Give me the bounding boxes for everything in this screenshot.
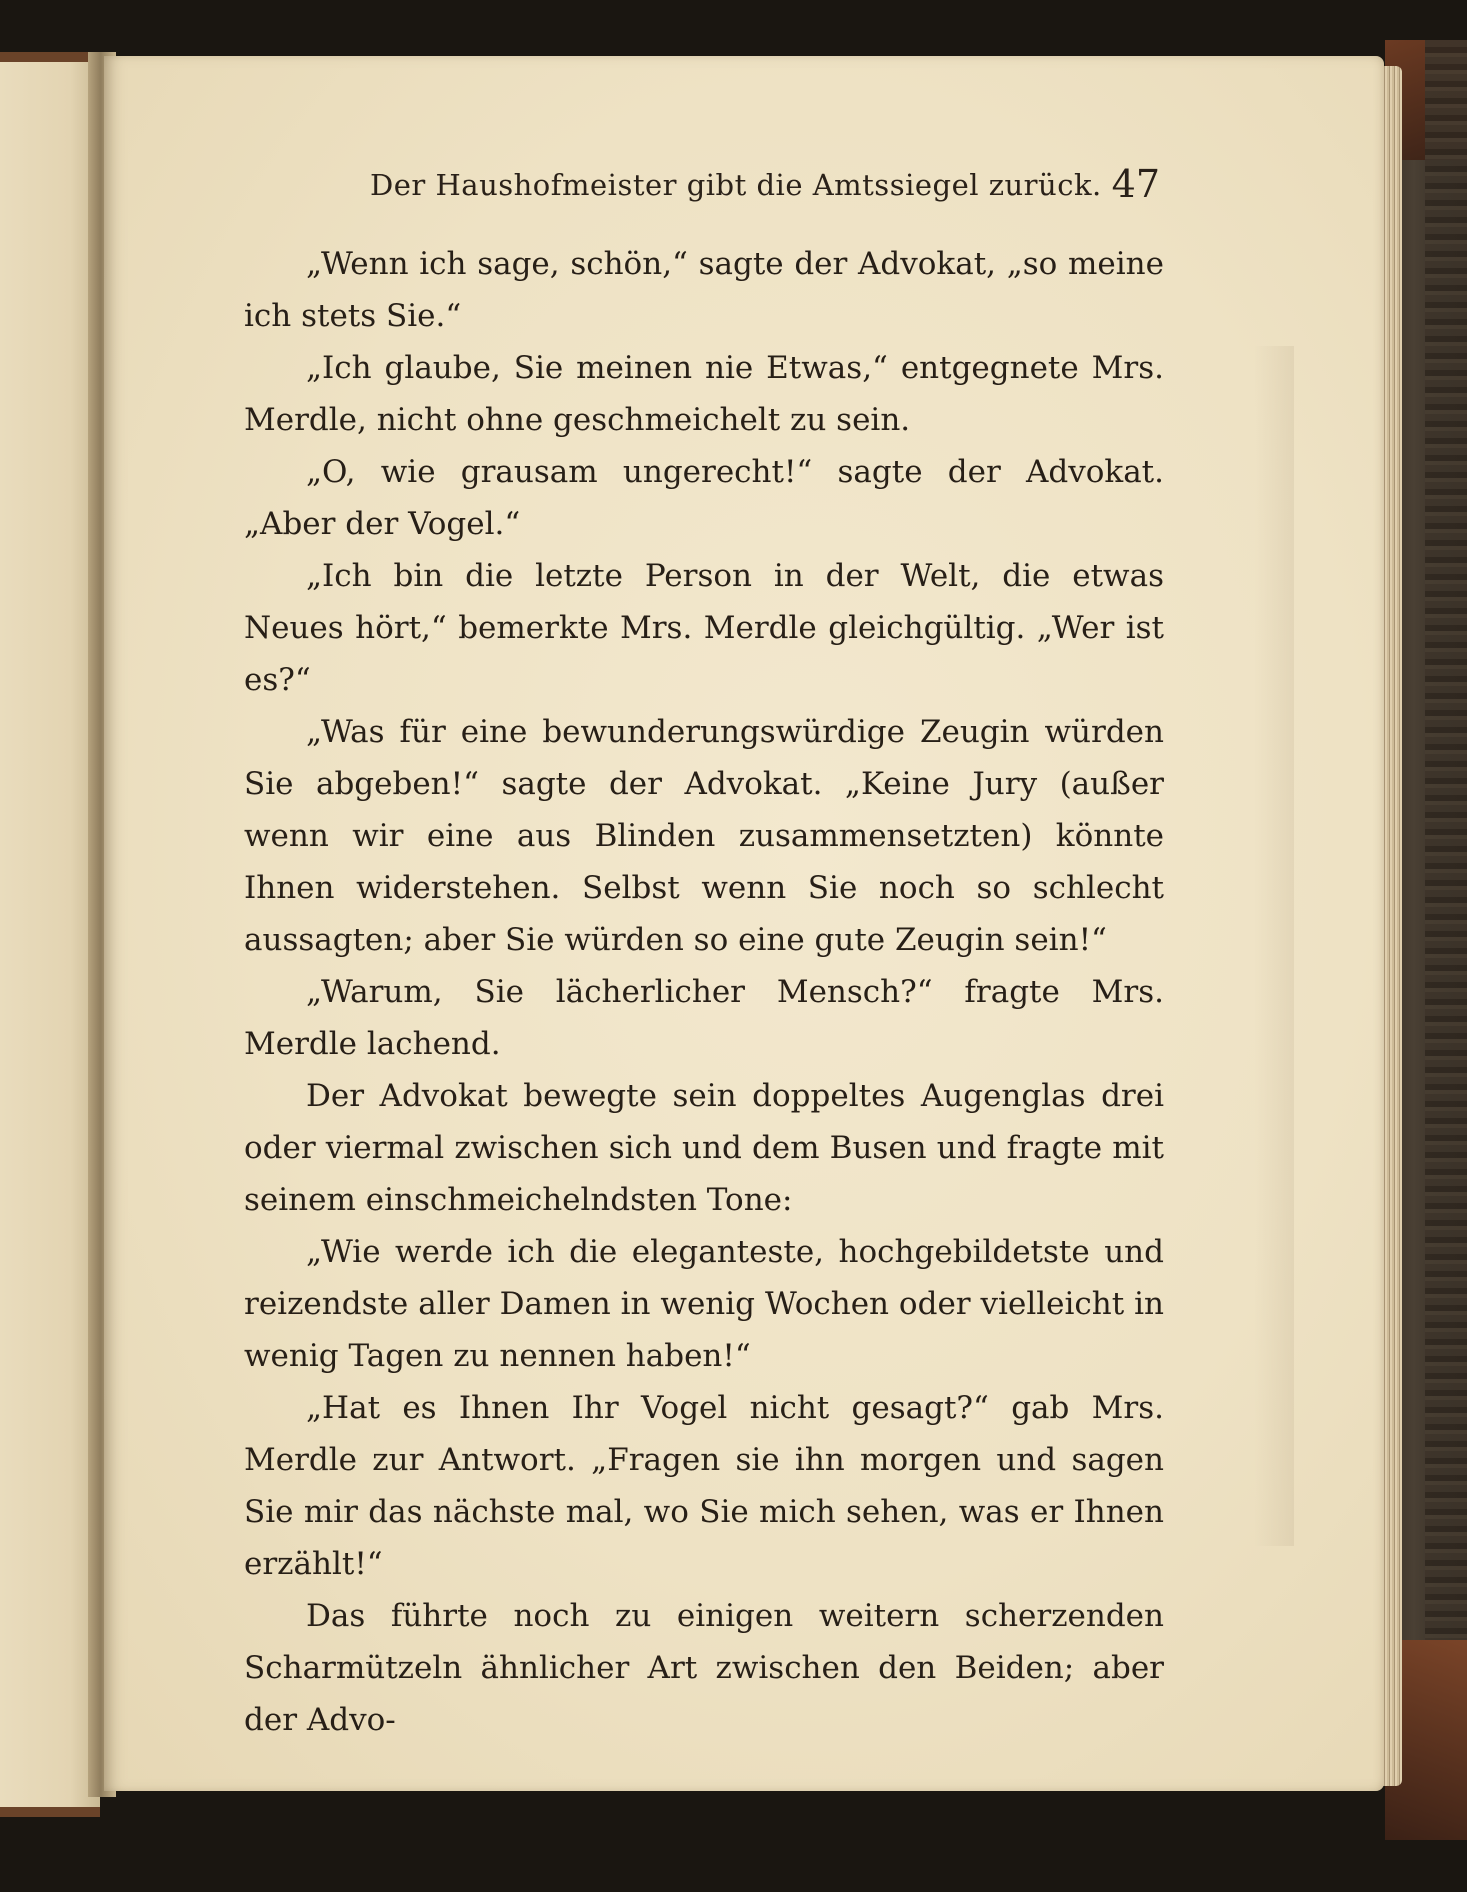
paragraph: „Ich glaube, Sie meinen nie Etwas,“ entgegnete Mrs. Merdle, nicht ohne geschmeichelt zu sein. (244, 350, 1164, 438)
paragraph: Der Advokat bewegte sein doppeltes Augenglas drei oder viermal zwischen sich und dem Busen und fragte mit seinem einschmeichelndsten Tone: (244, 1078, 1164, 1218)
paragraph: „Hat es Ihnen Ihr Vogel nicht gesagt?“ gab Mrs. Merdle zur Antwort. „Fragen sie ihn morgen und sagen Sie mir das nächste mal, wo Sie mich sehen, was er Ihnen erzählt!“ (244, 1390, 1164, 1582)
cover-marbled-board (1425, 40, 1467, 1840)
paragraph: „Wie werde ich die eleganteste, hochgebildetste und reizendste aller Damen in wenig Wochen oder vielleicht in wenig Tagen zu nennen haben!“ (244, 1234, 1164, 1374)
paragraph: „Warum, Sie lächerlicher Mensch?“ fragte Mrs. Merdle lachend. (244, 974, 1164, 1062)
page-number: 47 (1111, 162, 1160, 206)
paragraph: Das führte noch zu einigen weitern scherzenden Scharmützeln ähnlicher Art zwischen den Beiden; aber der Advo- (244, 1598, 1164, 1738)
left-page-edge (0, 52, 100, 1817)
page-header (370, 162, 1160, 218)
paragraph: „Wenn ich sage, schön,“ sagte der Advokat, „so meine ich stets Sie.“ (244, 246, 1164, 334)
page-shading (1254, 346, 1294, 1546)
running-head: Der Haushofmeister gibt die Amtssiegel zurück. (370, 168, 1102, 202)
body-text (244, 238, 1164, 1746)
paragraph: „O, wie grausam ungerecht!“ sagte der Advokat. „Aber der Vogel.“ (244, 454, 1164, 542)
paragraph: „Ich bin die letzte Person in der Welt, die etwas Neues hört,“ bemerkte Mrs. Merdle gleichgültig. „Wer ist es?“ (244, 558, 1164, 698)
paragraph: „Was für eine bewunderungswürdige Zeugin würden Sie abgeben!“ sagte der Advokat. „Keine Jury (außer wenn wir eine aus Blinden zusammensetzten) könnte Ihnen widerstehen. Selbst wenn Sie noch so schlecht aussagten; aber Sie würden so eine gute Zeugin sein!“ (244, 714, 1164, 958)
